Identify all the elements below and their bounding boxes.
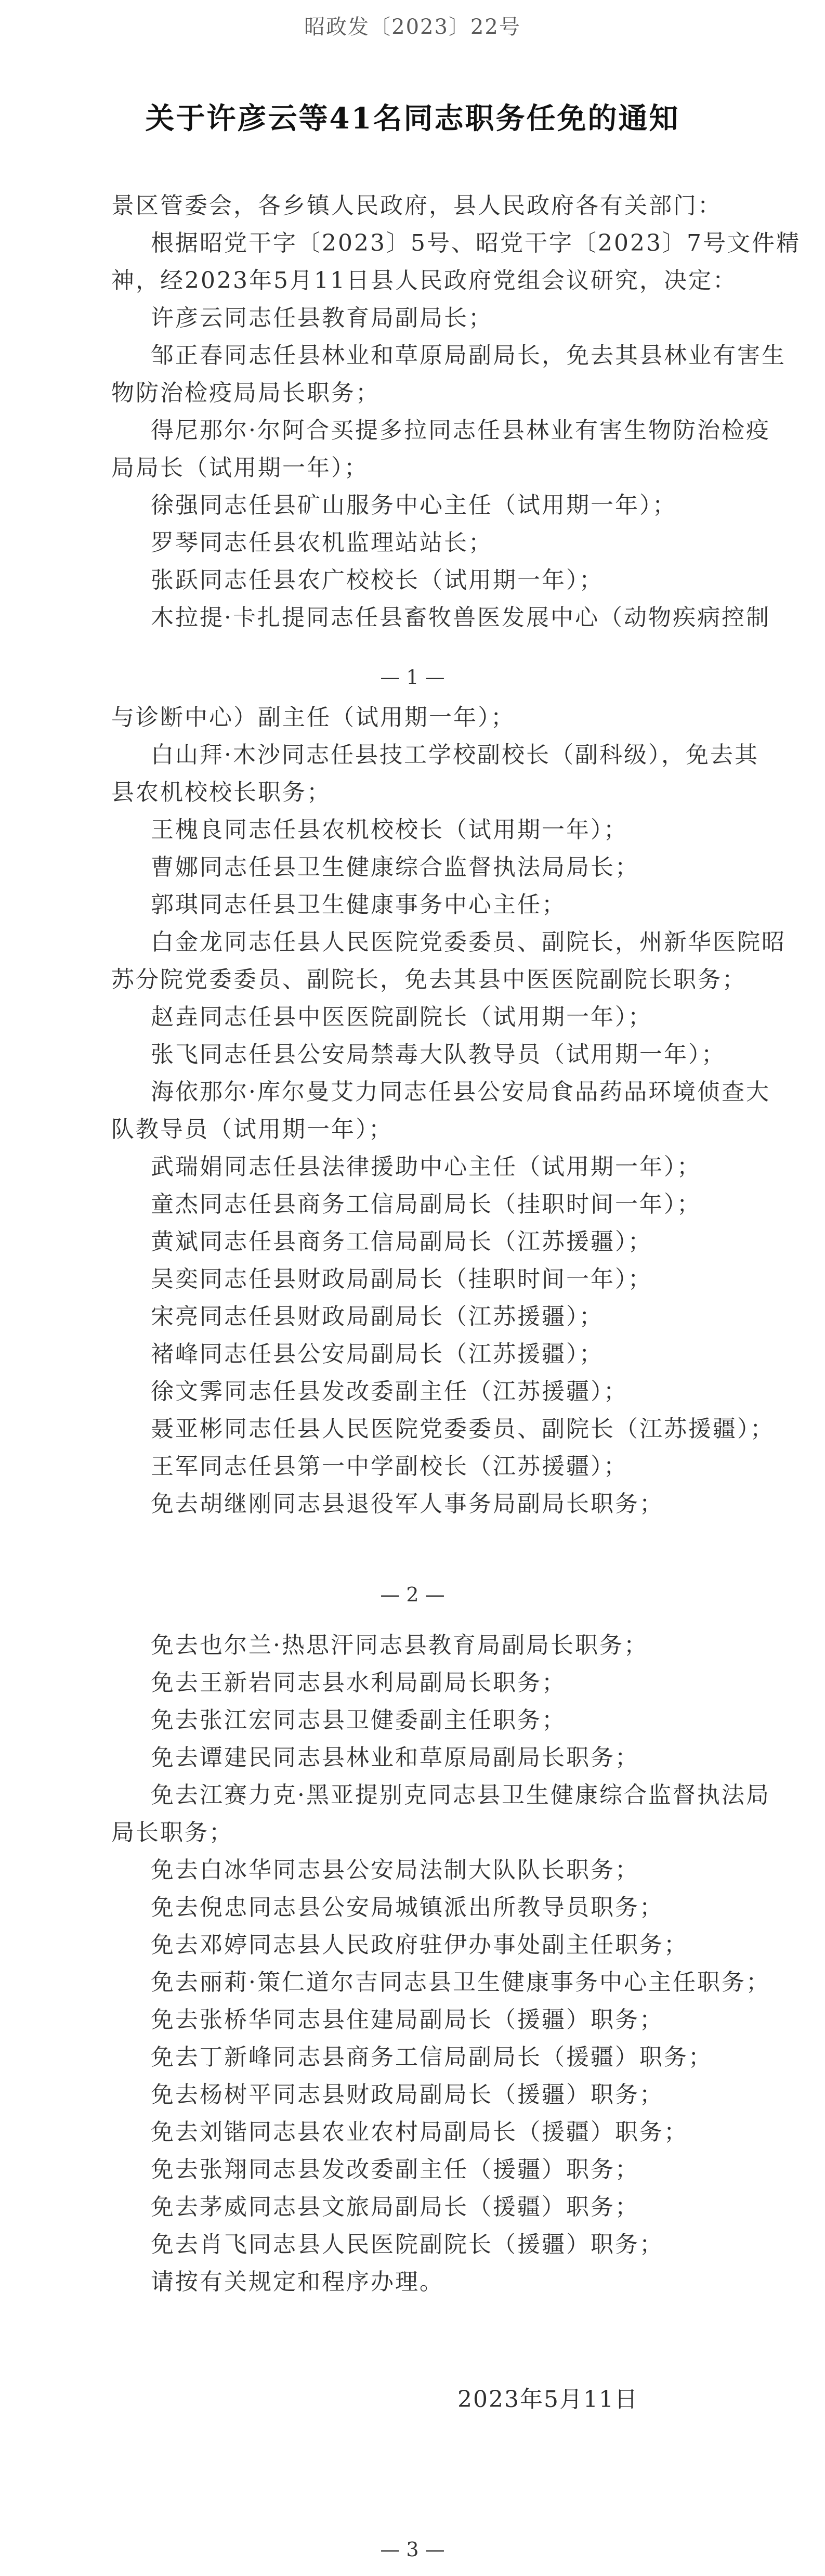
body-line: 队教导员（试用期一年）； bbox=[111, 1116, 393, 1143]
body-line: 王军同志任县第一中学副校长（江苏援疆）； bbox=[151, 1453, 628, 1480]
body-line: 免去刘锴同志县农业农村局副局长（援疆）职务； bbox=[151, 2119, 688, 2145]
body-line: 苏分院党委委员、副院长，免去其县中医医院副院长职务； bbox=[111, 966, 747, 993]
body-line: 罗琴同志任县农机监理站站长； bbox=[151, 529, 493, 556]
body-line: 黄斌同志任县商务工信局副局长（江苏援疆）； bbox=[151, 1228, 652, 1255]
document-date: 2023年5月11日 bbox=[457, 2386, 638, 2413]
body-line: 神，经2023年5月11日县人民政府党组会议研究，决定： bbox=[111, 267, 737, 294]
body-line: 免去谭建民同志县林业和草原局副局长职务； bbox=[151, 1744, 639, 1771]
body-line: 免去白冰华同志县公安局法制大队队长职务； bbox=[151, 1857, 639, 1883]
body-line: 免去杨树平同志县财政局副局长（援疆）职务； bbox=[151, 2081, 664, 2108]
body-line: 木拉提·卡扎提同志任县畜牧兽医发展中心（动物疾病控制 bbox=[151, 604, 770, 631]
document-title: 关于许彦云等41名同志职务任免的通知 bbox=[145, 101, 680, 136]
body-line: 白山拜·木沙同志任县技工学校副校长（副科级），免去其 bbox=[151, 742, 759, 768]
body-line: 局局长（试用期一年）； bbox=[111, 455, 369, 481]
body-line: 免去丁新峰同志县商务工信局副局长（援疆）职务； bbox=[151, 2044, 713, 2070]
body-line: 王槐良同志任县农机校校长（试用期一年）； bbox=[151, 817, 628, 843]
page-marker: — 3 — bbox=[380, 2538, 445, 2561]
body-line: 聂亚彬同志任县人民医院党委委员、副院长（江苏援疆）； bbox=[151, 1416, 775, 1442]
document-number: 昭政发〔2023〕22号 bbox=[304, 15, 521, 39]
body-line: 童杰同志任县商务工信局副局长（挂职时间一年）； bbox=[151, 1191, 701, 1218]
body-line: 县农机校校长职务； bbox=[111, 779, 331, 806]
body-line: 徐强同志任县矿山服务中心主任（试用期一年）； bbox=[151, 492, 677, 519]
body-line: 赵垚同志任县中医医院副院长（试用期一年）； bbox=[151, 1004, 652, 1030]
body-line: 得尼那尔·尔阿合买提多拉同志任县林业有害生物防治检疫 bbox=[151, 417, 770, 444]
body-line: 根据昭党干字〔2023〕5号、昭党干字〔2023〕7号文件精 bbox=[151, 230, 801, 256]
body-line: 宋亮同志任县财政局副局长（江苏援疆）； bbox=[151, 1303, 604, 1330]
body-line: 徐文霁同志任县发改委副主任（江苏援疆）； bbox=[151, 1378, 628, 1405]
body-line: 武瑞娟同志任县法律援助中心主任（试用期一年）； bbox=[151, 1154, 701, 1180]
body-line: 郭琪同志任县卫生健康事务中心主任； bbox=[151, 891, 566, 918]
body-line: 免去张桥华同志县住建局副局长（援疆）职务； bbox=[151, 2007, 664, 2033]
body-line: 免去丽莉·策仁道尔吉同志县卫生健康事务中心主任职务； bbox=[151, 1969, 770, 1996]
closing-line: 请按有关规定和程序办理。 bbox=[151, 2269, 444, 2295]
body-line: 张飞同志任县公安局禁毒大队教导员（试用期一年）； bbox=[151, 1041, 726, 1068]
body-line: 免去邓婷同志县人民政府驻伊办事处副主任职务； bbox=[151, 1932, 688, 1958]
body-line: 免去肖飞同志县人民医院副院长（援疆）职务； bbox=[151, 2231, 664, 2258]
body-line: 物防治检疫局局长职务； bbox=[111, 380, 380, 406]
page-marker: — 2 — bbox=[380, 1583, 445, 1606]
page-marker: — 1 — bbox=[380, 666, 445, 689]
body-line: 免去倪忠同志县公安局城镇派出所教导员职务； bbox=[151, 1894, 664, 1921]
body-line: 免去张翔同志县发改委副主任（援疆）职务； bbox=[151, 2156, 639, 2183]
body-line: 许彦云同志任县教育局副局长； bbox=[151, 305, 493, 331]
body-line: 白金龙同志任县人民医院党委委员、副院长，州新华医院昭 bbox=[151, 929, 786, 955]
body-line: 曹娜同志任县卫生健康综合监督执法局局长； bbox=[151, 854, 639, 881]
body-line: 海依那尔·库尔曼艾力同志任县公安局食品药品环境侦查大 bbox=[151, 1079, 770, 1105]
body-line: 免去也尔兰·热思汗同志县教育局副局长职务； bbox=[151, 1632, 648, 1659]
body-line: 免去胡继刚同志县退役军人事务局副局长职务； bbox=[151, 1491, 664, 1517]
body-line: 邹正春同志任县林业和草原局副局长，免去其县林业有害生 bbox=[151, 342, 786, 369]
salutation-line: 景区管委会，各乡镇人民政府，县人民政府各有关部门： bbox=[111, 192, 722, 219]
body-line: 吴奕同志任县财政局副局长（挂职时间一年）； bbox=[151, 1266, 652, 1292]
body-line: 免去张江宏同志县卫健委副主任职务； bbox=[151, 1707, 566, 1733]
body-line: 局长职务； bbox=[111, 1819, 233, 1846]
body-line: 与诊断中心）副主任（试用期一年）； bbox=[111, 704, 515, 731]
body-line: 免去王新岩同志县水利局副局长职务； bbox=[151, 1669, 566, 1696]
body-line: 褚峰同志任县公安局副局长（江苏援疆）； bbox=[151, 1341, 604, 1367]
body-line: 免去江赛力克·黑亚提别克同志县卫生健康综合监督执法局 bbox=[151, 1782, 770, 1808]
body-line: 张跃同志任县农广校校长（试用期一年）； bbox=[151, 567, 604, 593]
body-line: 免去茅威同志县文旅局副局长（援疆）职务； bbox=[151, 2194, 639, 2220]
